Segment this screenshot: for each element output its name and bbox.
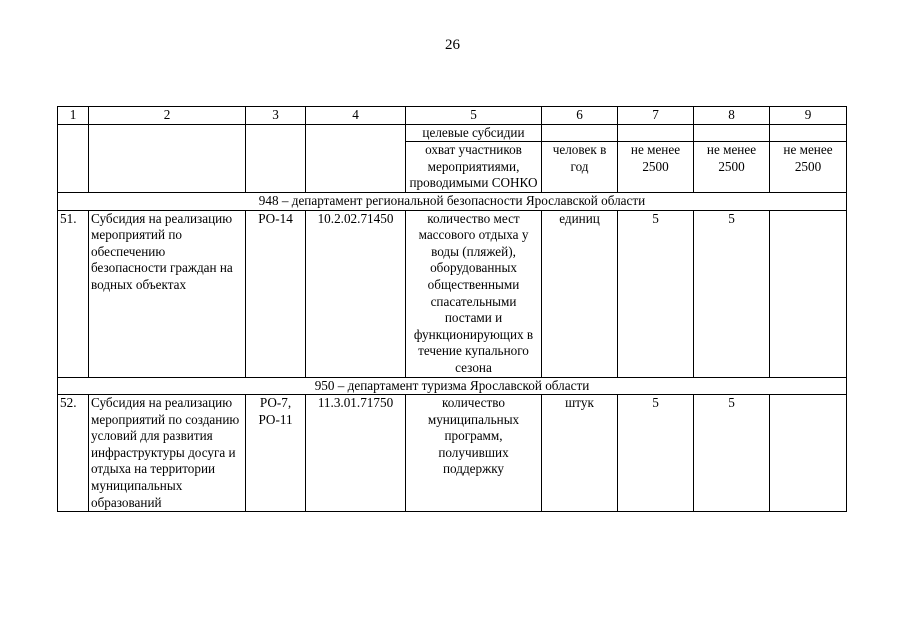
kbk-cell: 11.3.01.71750 [306,395,406,512]
cont-value-7: не менее 2500 [618,142,694,193]
value-col-7: 5 [618,395,694,512]
value-col-8: 5 [694,395,770,512]
header-col-5: 5 [406,107,542,125]
header-col-6: 6 [542,107,618,125]
table-row-51 [58,210,847,377]
row-number: 51. [58,210,89,377]
cont-unit-b: человек в год [542,142,618,193]
header-col-1: 1 [58,107,89,125]
table-row-52 [58,395,847,512]
header-row [58,107,847,125]
header-col-7: 7 [618,107,694,125]
section-row-950 [58,377,847,395]
indicator-cell: количество муниципальных программ, получивших поддержку [406,395,542,512]
subsidy-name: Субсидия на реализацию мероприятий по созданию условий для развития инфраструктуры досуга и отдыха на территории муниципальных образований [89,395,246,512]
cont-indicator-b: охват участников мероприятиями, проводимыми СОНКО [406,142,542,193]
value-col-9 [770,395,847,512]
header-col-8: 8 [694,107,770,125]
cont-value-8: не менее 2500 [694,142,770,193]
code-cell: РО-7, РО-11 [246,395,306,512]
header-col-9: 9 [770,107,847,125]
section-row-948 [58,192,847,210]
value-col-7: 5 [618,210,694,377]
page-number: 26 [445,37,460,53]
header-col-4: 4 [306,107,406,125]
unit-cell: штук [542,395,618,512]
value-col-8: 5 [694,210,770,377]
continuation-row-b [58,142,847,193]
unit-cell: единиц [542,210,618,377]
cont-value-9: не менее 2500 [770,142,847,193]
header-col-2: 2 [89,107,246,125]
header-col-3: 3 [246,107,306,125]
row-number: 52. [58,395,89,512]
code-cell: РО-14 [246,210,306,377]
kbk-cell: 10.2.02.71450 [306,210,406,377]
value-col-9 [770,210,847,377]
subsidy-name: Субсидия на реализацию мероприятий по обеспечению безопасности граждан на водных объектах [89,210,246,377]
section-title-948: 948 – департамент региональной безопасности Ярославской области [58,192,847,210]
subsidy-table [57,106,847,512]
continuation-row-a [58,124,847,142]
section-title-950: 950 – департамент туризма Ярославской области [58,377,847,395]
indicator-cell: количество мест массового отдыха у воды (пляжей), оборудованных общественными спасательными постами и функционирующих в течение купального сезона [406,210,542,377]
cont-indicator-a: целевые субсидии [406,124,542,142]
